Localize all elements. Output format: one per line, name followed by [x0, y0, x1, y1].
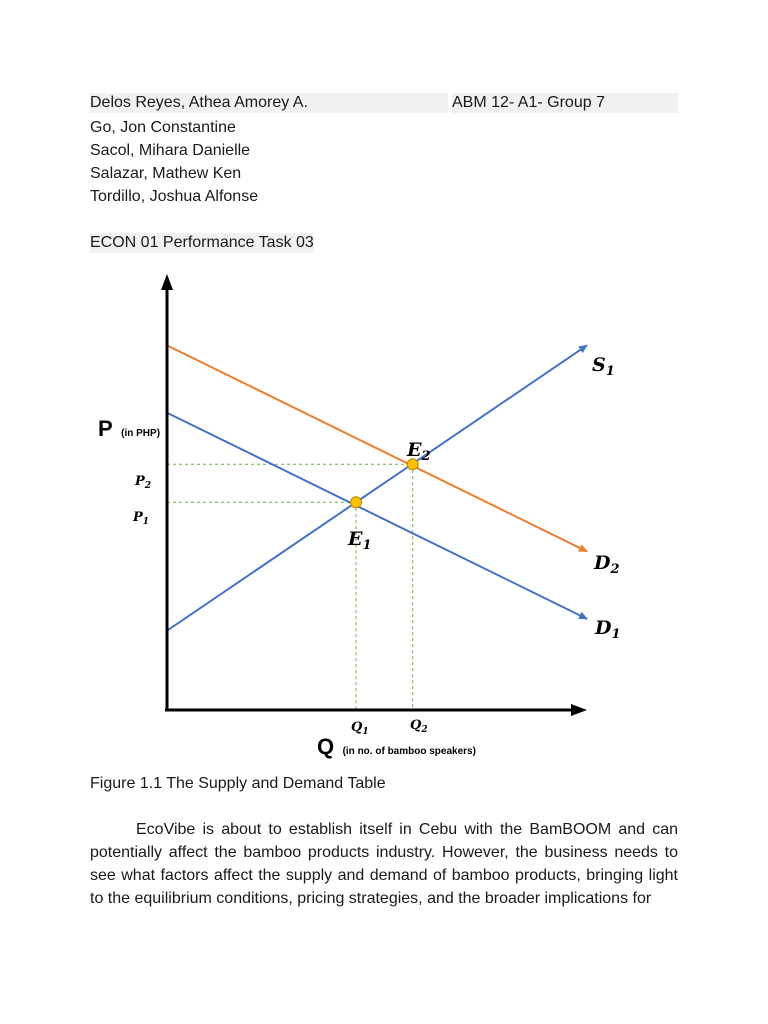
curve-d2	[167, 345, 587, 551]
figure-caption: Figure 1.1 The Supply and Demand Table	[90, 775, 386, 792]
x-tick-q2: $Q_2$	[410, 718, 428, 735]
x-tick-q1: $Q_1$	[351, 720, 369, 737]
label-d2: $D_2$	[594, 552, 620, 577]
y-axis-arrow	[161, 274, 173, 290]
x-axis-label: Q	[317, 734, 335, 759]
label-e2: $E_2$	[407, 439, 431, 464]
task-title: ECON 01 Performance Task 03	[90, 234, 314, 251]
author-name-2: Go, Jon Constantine	[90, 119, 236, 136]
y-tick-p1: $P_1$	[133, 510, 150, 527]
author-name-3: Sacol, Mihara Danielle	[90, 142, 251, 159]
guide-lines	[167, 464, 413, 710]
body-paragraph: EcoVibe is about to establish itself in Cebu with the BamBOOM and can potentially affect the bamboo products industry. However, the business needs to see what factors affect the supply and demand of bamboo products, bringing light to the equilibrium conditions, pricing strategies, and the broader implications for	[90, 821, 678, 907]
y-axis-title	[98, 416, 160, 441]
label-e1: $E_1$	[348, 528, 372, 553]
y-axis-unit: (in PHP)	[121, 428, 161, 439]
x-axis-unit: (in no. of bamboo speakers)	[342, 746, 476, 757]
series-lines	[167, 345, 587, 630]
x-axis-title	[317, 734, 476, 759]
y-axis-label: P	[98, 416, 113, 441]
section-label: ABM 12- A1- Group 7	[452, 94, 605, 111]
point-e1	[351, 497, 362, 508]
author-name-1: Delos Reyes, Athea Amorey A.	[90, 94, 308, 111]
label-d1: $D_1$	[595, 617, 621, 642]
y-tick-p2: $P_2$	[135, 474, 152, 491]
author-name-5: Tordillo, Joshua Alfonse	[90, 188, 259, 205]
x-axis-arrow	[571, 704, 587, 716]
author-name-4: Salazar, Mathew Ken	[90, 165, 242, 182]
label-s1: $S_1$	[592, 354, 615, 379]
